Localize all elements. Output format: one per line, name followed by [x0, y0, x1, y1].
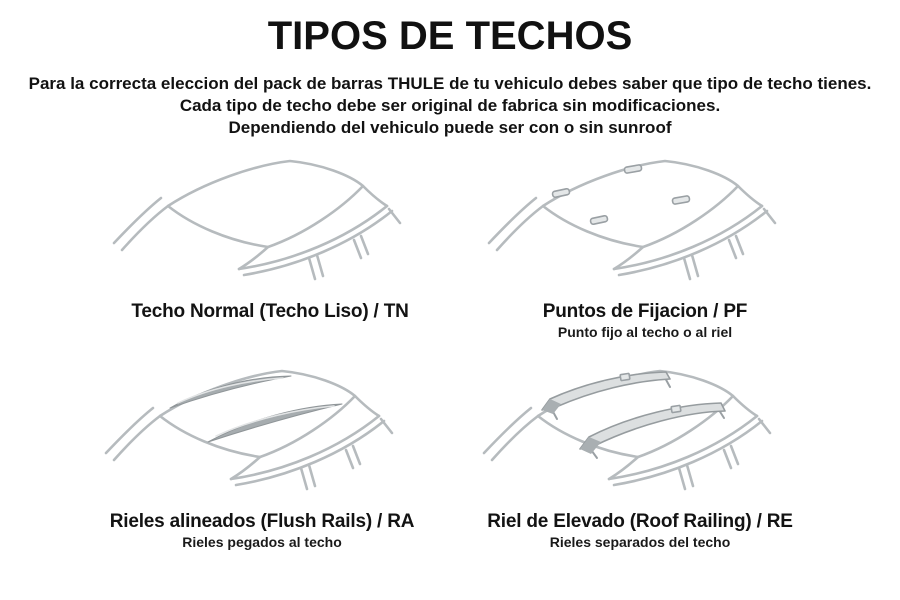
raised-rails [542, 372, 725, 458]
roof-type-sublabel: Rieles pegados al techo [182, 534, 342, 550]
car-body-outline [489, 161, 775, 279]
roof-type-label: Techo Normal (Techo Liso) / TN [131, 301, 409, 322]
intro-paragraph [0, 73, 900, 139]
intro-line: Dependiendo del vehiculo puede ser con o sin sunroof [228, 118, 672, 137]
roof-type-card-ra [52, 358, 472, 550]
car-body-outline [114, 161, 400, 279]
intro-line: Para la correcta eleccion del pack de barras THULE de tu vehiculo debes saber que tipo de techo tienes. [28, 74, 872, 93]
roof-type-label: Rieles alineados (Flush Rails) / RA [109, 511, 415, 532]
car-body-outline [106, 371, 392, 489]
roof-type-label: Riel de Elevado (Roof Railing) / RE [487, 511, 793, 532]
roof-type-sublabel: Punto fijo al techo o al riel [557, 324, 733, 340]
flush-rails [170, 376, 342, 442]
roof-type-card-tn [60, 148, 480, 324]
car-roof-flush-rails-icon [92, 358, 432, 508]
roof-type-card-pf [430, 148, 860, 340]
car-roof-raised-rails-icon [470, 358, 810, 508]
fixation-pads [552, 165, 690, 225]
roof-type-label: Puntos de Fijacion / PF [542, 301, 748, 322]
page-title: TIPOS DE TECHOS [267, 14, 633, 58]
roof-type-sublabel: Rieles separados del techo [549, 534, 731, 550]
intro-line: Cada tipo de techo debe ser original de fabrica sin modificaciones. [179, 96, 721, 115]
car-roof-fixpoint-icon [475, 148, 815, 298]
roof-type-card-re [425, 358, 855, 550]
car-roof-normal-icon [100, 148, 440, 298]
